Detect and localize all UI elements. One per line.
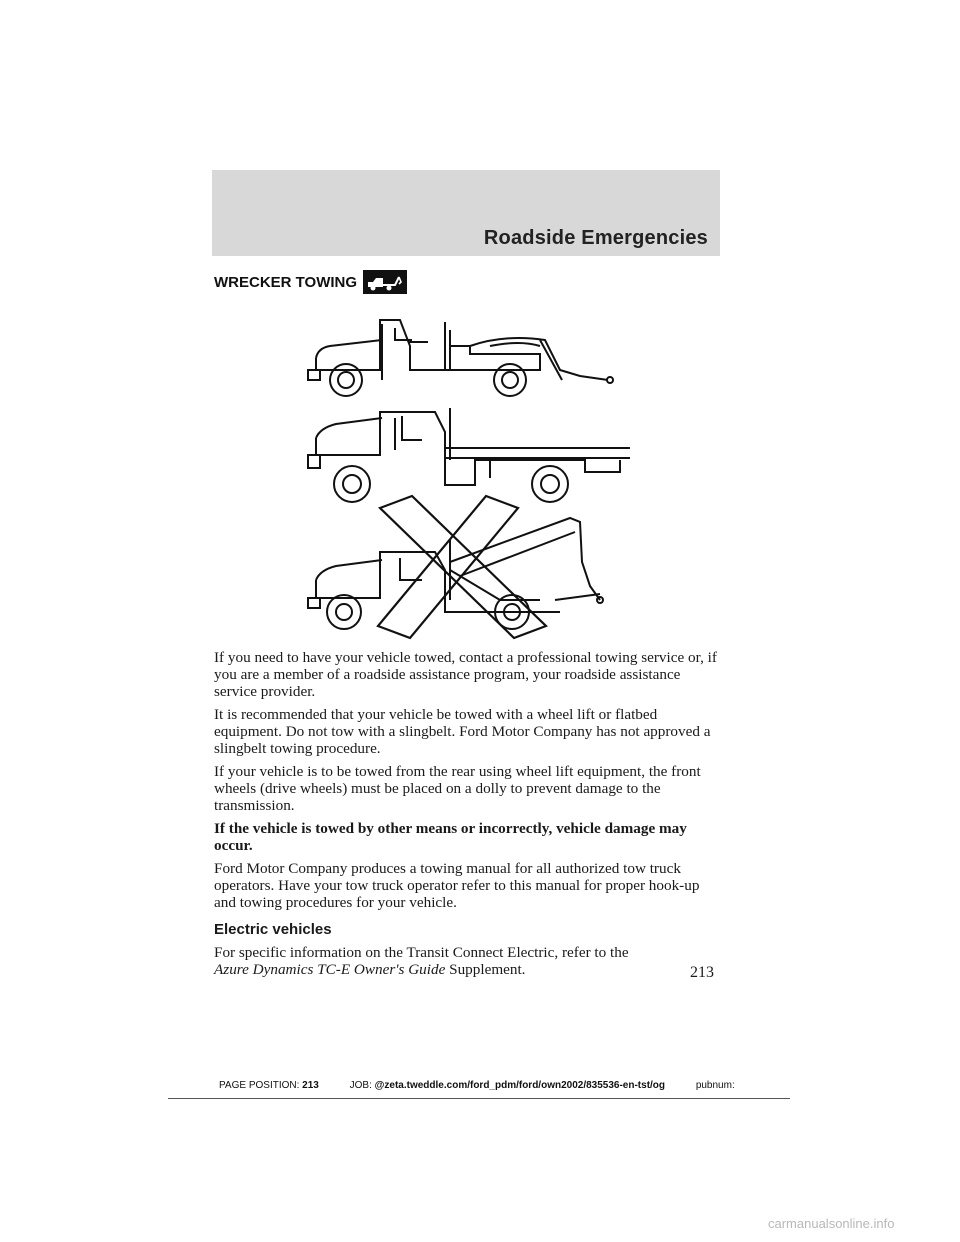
paragraph: Ford Motor Company produces a towing manual for all authorized tow truck operators. Have your tow truck operator refer to this manual for proper hook-up and towing procedures for your vehicle. (214, 860, 700, 911)
electric-text-after: Supplement. (449, 961, 526, 978)
electric-vehicles-paragraph (214, 944, 722, 978)
job-value: @zeta.tweddle.com/ford_pdm/ford/own2002/835536-en-tst/og (374, 1080, 666, 1091)
wheel-lift-truck-illustration (308, 320, 613, 396)
electric-vehicles-heading: Electric vehicles (214, 921, 332, 938)
pubnum-label: pubnum: (695, 1080, 735, 1091)
page-position-value: 213 (302, 1080, 319, 1091)
chapter-title: Roadside Emergencies (483, 227, 708, 249)
guide-title: Azure Dynamics TC-E Owner's Guide (214, 961, 446, 978)
header-band (212, 170, 720, 256)
body-text (214, 649, 722, 984)
footer-divider (168, 1098, 790, 1099)
print-footer (219, 1080, 735, 1091)
electric-text-before: For specific information on the Transit Connect Electric, refer to the (214, 944, 629, 961)
section-heading-text: WRECKER TOWING (214, 273, 358, 291)
job-label: JOB: (349, 1080, 372, 1091)
damage-warning: If the vehicle is towed by other means or incorrectly, vehicle damage may occur. (214, 820, 687, 854)
watermark: carmanualsonline.info (768, 1216, 895, 1231)
section-heading (214, 270, 407, 294)
towing-methods-illustration (300, 300, 630, 640)
prohibited-cross-mark (378, 496, 546, 638)
flatbed-truck-illustration (308, 408, 630, 502)
paragraph: If you need to have your vehicle towed, contact a professional towing service or, if you are a member of a roadside assistance program, your roadside assistance service provider. (214, 649, 717, 700)
page-number: 213 (690, 964, 714, 981)
paragraph: It is recommended that your vehicle be towed with a wheel lift or flatbed equipment. Do not tow with a slingbelt. Ford Motor Company has not approved a slingbelt towing procedure. (214, 706, 711, 757)
tow-truck-icon (363, 270, 407, 294)
slingbelt-truck-illustration (308, 518, 603, 629)
paragraph: If your vehicle is to be towed from the rear using wheel lift equipment, the front wheels (drive wheels) must be placed on a dolly to prevent damage to the transmission. (214, 763, 701, 814)
page-position-label: PAGE POSITION: (219, 1080, 300, 1091)
